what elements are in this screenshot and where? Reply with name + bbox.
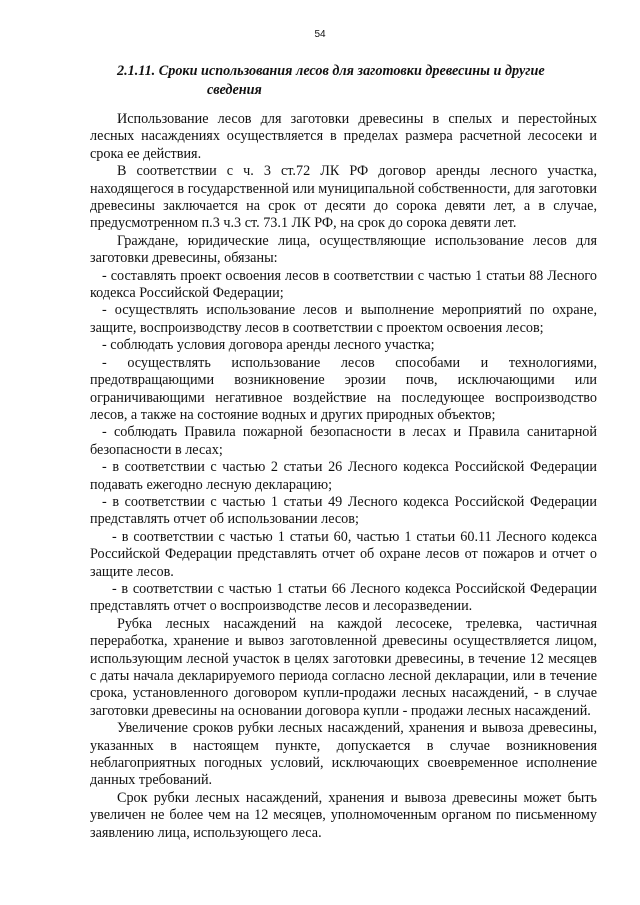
page-number: 54 [314, 29, 326, 40]
body-text [90, 111, 597, 842]
paragraph: В соответствии с ч. 3 ст.72 ЛК РФ договор аренды лесного участка, находящегося в государственной или муниципальной собственности, для заготовки древесины заключается на срок от десяти до сорока девяти лет, а в случае, предусмотренном п.3 ч.3 ст. 73.1 ЛК РФ, на срок до сорока девяти лет. [90, 163, 597, 232]
list-item: - составлять проект освоения лесов в соответствии с частью 1 статьи 88 Лесного кодекса Российской Федерации; [90, 267, 597, 302]
section-heading-line-1: 2.1.11. Сроки использования лесов для заготовки древесины и другие [117, 63, 545, 79]
list-item: - в соответствии с частью 1 статьи 49 Лесного кодекса Российской Федерации представлять отчет об использовании лесов; [90, 493, 597, 528]
paragraph: Граждане, юридические лица, осуществляющие использование лесов для заготовки древесины, обязаны: [90, 232, 597, 267]
list-item: - в соответствии с частью 1 статьи 66 Лесного кодекса Российской Федерации представлять отчет о воспроизводстве лесов и лесоразведении. [90, 580, 597, 615]
list-item: - в соответствии с частью 2 статьи 26 Лесного кодекса Российской Федерации подавать ежегодно лесную декларацию; [90, 459, 597, 493]
paragraph: Использование лесов для заготовки древесины в спелых и перестойных лесных насаждениях осуществляется в пределах размера расчетной лесосеки и срока ее действия. [90, 111, 597, 162]
list-item: - осуществлять использование лесов способами и технологиями, предотвращающими возникновение эрозии почв, исключающими или ограничивающими негативное воздействие на последующее воспроизводство лесов, а также на состояние водных и других природных объектов; [90, 354, 597, 423]
list-item: - в соответствии с частью 1 статьи 60, частью 1 статьи 60.11 Лесного кодекса Российской Федерации представлять отчет об охране лесов от пожаров и отчет о защите лесов. [90, 528, 597, 580]
list-item: - соблюдать условия договора аренды лесного участка; [102, 337, 435, 354]
paragraph: Увеличение сроков рубки лесных насаждений, хранения и вывоза древесины, указанных в настоящем пункте, допускается в случае возникновения неблагоприятных погодных условий, исключающих своевременное исполнение данных требований. [90, 720, 597, 789]
list-item: - соблюдать Правила пожарной безопасности в лесах и Правила санитарной безопасности в лесах; [90, 424, 597, 458]
section-heading [117, 62, 587, 100]
paragraph: Рубка лесных насаждений на каждой лесосеке, трелевка, частичная переработка, хранение и вывоз заготовленной древесины осуществляется лицом, использующим лесной участок в целях заготовки древесины, в течение 12 месяцев с даты начала декларируемого периода согласно лесной декларации, или в течение срока, установленного договором купли-продажи лесных насаждений, - в случае заготовки древесины на основании договора купли - продажи лесных насаждений. [90, 615, 597, 719]
list-item: - осуществлять использование лесов и выполнение мероприятий по охране, защите, воспроизводству лесов в соответствии с проектом освоения лесов; [90, 302, 597, 336]
paragraph: Срок рубки лесных насаждений, хранения и вывоза древесины может быть увеличен не более чем на 12 месяцев, уполномоченным органом по письменному заявлению лица, использующего леса. [90, 789, 597, 841]
section-heading-line-2: сведения [207, 82, 262, 98]
